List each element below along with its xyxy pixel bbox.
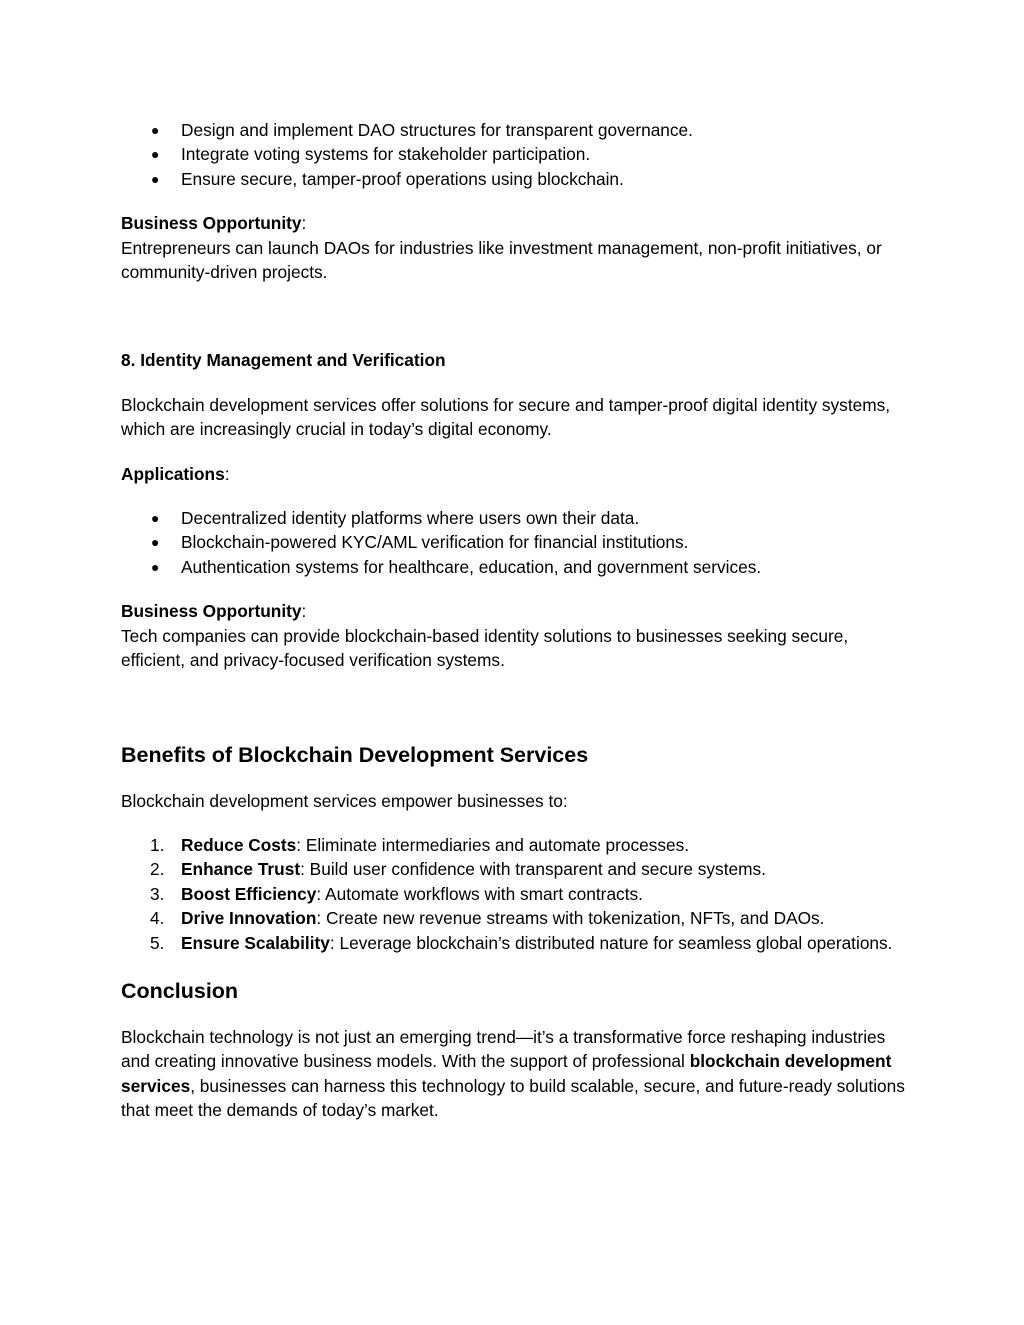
bullet-icon: ●: [151, 122, 160, 138]
list-number: 5.: [150, 932, 165, 953]
list-item: ● Authentication systems for healthcare, education, and government services.: [121, 555, 911, 579]
list-item: 1. Reduce Costs: Eliminate intermediaries and automate processes.: [121, 833, 911, 857]
benefits-intro: Blockchain development services empower businesses to:: [121, 790, 568, 811]
list-item: ● Decentralized identity platforms where users own their data.: [121, 506, 911, 530]
list-number: 2.: [150, 859, 165, 880]
applications-label-line: Applications:: [121, 463, 230, 484]
benefit-term: Boost Efficiency: [181, 883, 317, 904]
list-number: 3.: [150, 883, 165, 904]
list-item: 5. Ensure Scalability: Leverage blockchain’s distributed nature for seamless global operations.: [121, 931, 911, 955]
benefits-list: [121, 833, 911, 955]
list-item: 3. Boost Efficiency: Automate workflows with smart contracts.: [121, 882, 911, 906]
conclusion-paragraph: Blockchain technology is not just an emerging trend—it’s a transformative force reshaping industries and creating innovative business models. With the support of professional blockchain development services, businesses can harness this technology to build scalable, secure, and future-ready solutions that meet the demands of today’s market.: [121, 1026, 905, 1121]
list-item: ● Integrate voting systems for stakeholder participation.: [121, 142, 911, 166]
list-item: ● Design and implement DAO structures for transparent governance.: [121, 118, 911, 142]
list-item: ● Ensure secure, tamper-proof operations using blockchain.: [121, 167, 911, 191]
identity-opportunity-label-line: Business Opportunity:: [121, 601, 307, 622]
document-page: [121, 118, 911, 1123]
identity-intro: Blockchain development services offer solutions for secure and tamper-proof digital identity systems, which are increasingly crucial in today’s digital economy.: [121, 394, 891, 440]
bullet-icon: ●: [151, 170, 160, 187]
list-number: 1.: [150, 834, 165, 855]
dao-opportunity-text: Entrepreneurs can launch DAOs for industries like investment management, non-profit initiatives, or community-driven projects.: [121, 237, 882, 283]
list-item: ● Blockchain-powered KYC/AML verification for financial institutions.: [121, 530, 911, 554]
identity-opportunity-text: Tech companies can provide blockchain-based identity solutions to businesses seeking secure, efficient, and privacy-focused verification systems.: [121, 625, 849, 671]
identity-heading: 8. Identity Management and Verification: [121, 350, 446, 371]
bullet-icon: ●: [151, 534, 160, 551]
bullet-icon: ●: [151, 558, 160, 575]
applications-label: Applications: [121, 463, 225, 484]
list-item: 2. Enhance Trust: Build user confidence with transparent and secure systems.: [121, 857, 911, 881]
benefits-heading: Benefits of Blockchain Development Services: [121, 742, 589, 767]
benefit-term: Ensure Scalability: [181, 932, 330, 953]
benefit-term: Drive Innovation: [181, 908, 317, 929]
dao-opportunity-label-line: Business Opportunity:: [121, 213, 307, 234]
dao-bullet-list: [121, 118, 911, 191]
conclusion-bold-term: blockchain development services: [121, 1051, 892, 1096]
benefit-term: Reduce Costs: [181, 834, 297, 855]
identity-bullet-list: [121, 506, 911, 579]
dao-opportunity-label: Business Opportunity: [121, 213, 302, 234]
bullet-icon: ●: [151, 510, 160, 527]
list-number: 4.: [150, 908, 165, 929]
conclusion-heading: Conclusion: [121, 978, 239, 1003]
identity-opportunity-label: Business Opportunity: [121, 601, 302, 622]
benefit-term: Enhance Trust: [181, 859, 301, 880]
list-item: 4. Drive Innovation: Create new revenue streams with tokenization, NFTs, and DAOs.: [121, 906, 911, 930]
bullet-icon: ●: [151, 146, 160, 163]
